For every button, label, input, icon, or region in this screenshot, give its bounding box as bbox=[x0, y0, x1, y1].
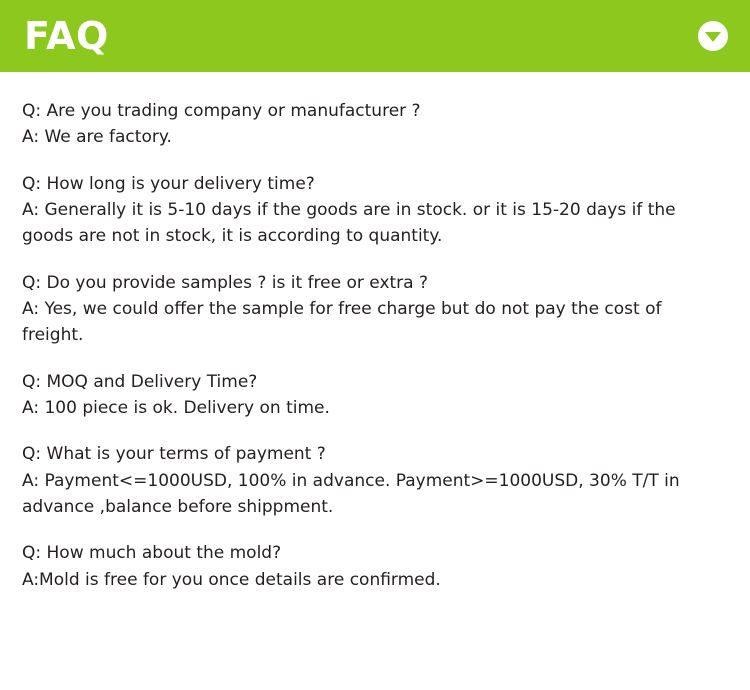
faq-answer: A: We are factory. bbox=[22, 127, 172, 148]
faq-question: Q: How much about the mold? bbox=[22, 543, 282, 564]
triangle-down-icon bbox=[705, 32, 721, 42]
faq-header bbox=[0, 0, 750, 72]
faq-item bbox=[22, 171, 728, 250]
faq-item bbox=[22, 441, 728, 520]
faq-question: Q: Do you provide samples ? is it free or extra ? bbox=[22, 272, 428, 293]
faq-answer: A:Mold is free for you once details are confirmed. bbox=[22, 569, 441, 590]
faq-answer: A: Payment<=1000USD, 100% in advance. Payment>=1000USD, 30% T/T in advance ,balance before shippment. bbox=[22, 470, 680, 518]
faq-item bbox=[22, 270, 728, 349]
faq-answer: A: Yes, we could offer the sample for free charge but do not pay the cost of freight. bbox=[22, 299, 662, 346]
faq-list bbox=[0, 72, 750, 593]
collapse-toggle-button[interactable] bbox=[698, 21, 728, 51]
faq-item bbox=[22, 98, 728, 151]
faq-answer: A: Generally it is 5-10 days if the goods are in stock. or it is 15-20 days if the goods are not in stock, it is according to quantity. bbox=[22, 200, 676, 247]
faq-question: Q: Are you trading company or manufacturer ? bbox=[22, 101, 421, 121]
faq-item bbox=[22, 369, 728, 422]
faq-answer: A: 100 piece is ok. Delivery on time. bbox=[22, 398, 330, 419]
faq-question: Q: How long is your delivery time? bbox=[22, 173, 315, 194]
page-title: FAQ bbox=[24, 14, 109, 58]
faq-question: Q: MOQ and Delivery Time? bbox=[22, 371, 258, 392]
faq-item bbox=[22, 540, 728, 593]
faq-question: Q: What is your terms of payment ? bbox=[22, 444, 326, 465]
